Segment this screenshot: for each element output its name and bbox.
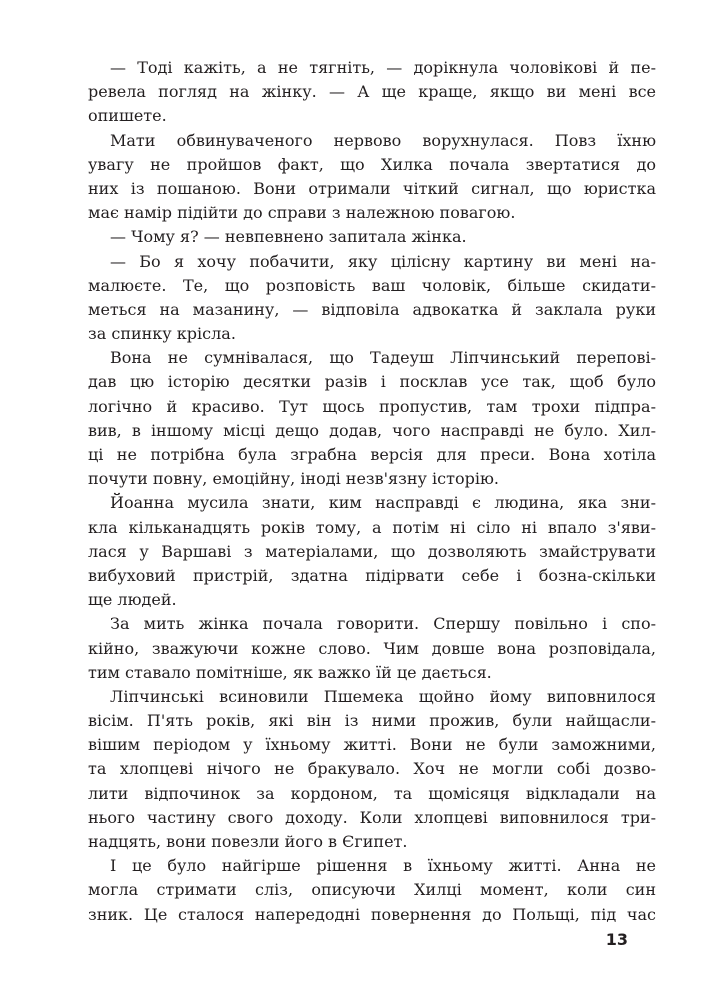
text-line: вішим періодом у їхньому житті. Вони не були заможними, <box>88 735 656 755</box>
page-number: 13 <box>605 930 628 949</box>
text-line: меться на мазанину, — відповіла адвокатка й заклала руки <box>88 299 656 319</box>
paragraph <box>88 250 656 347</box>
text-line: увагу не пройшов факт, що Хилка почала звертатися до <box>88 154 656 174</box>
text-line: І це було найгірше рішення в їхньому житті. Анна не <box>110 856 656 876</box>
text-line: кійно, зважуючи кожне слово. Чим довше вона розповідала, <box>88 638 656 658</box>
text-line: ці не потрібна була зграбна версія для преси. Вона хотіла <box>88 445 656 464</box>
text-line: лася у Варшаві з матеріалами, що дозволяють змайструвати <box>88 541 656 561</box>
text-line: — Тоді кажіть, а не тягніть, — дорікнула чоловікові й пе- <box>110 58 656 77</box>
text-line: тим ставало помітніше, як важко їй це дається. <box>88 662 492 682</box>
text-line: — Бо я хочу побачити, яку цілісну картину ви мені на- <box>110 251 656 271</box>
text-line: нього частину свого доходу. Коли хлопцеві виповнилося три- <box>88 807 656 827</box>
paragraph <box>88 346 656 491</box>
text-line: Вона не сумнівалася, що Тадеуш Ліпчинський перепові- <box>110 348 656 368</box>
text-line: зник. Це сталося напередодні повернення до Польщі, під час <box>88 904 656 924</box>
text-line: вив, в іншому місці дещо додав, чого насправді не було. Хил- <box>88 420 656 440</box>
text-line: кла кільканадцять років тому, а потім ні сіло ні впало з'яви- <box>88 517 656 537</box>
text-line: За мить жінка почала говорити. Спершу повільно і спо- <box>110 614 656 634</box>
text-line: малюєте. Те, що розповість ваш чоловік, більше скидати- <box>88 275 656 295</box>
paragraph <box>88 685 656 854</box>
body-text <box>88 56 656 927</box>
text-line: та хлопцеві нічого не бракувало. Хоч не могли собі дозво- <box>88 759 656 779</box>
paragraph <box>88 56 656 129</box>
text-line: надцять, вони повезли його в Єгипет. <box>88 832 408 851</box>
text-line: почути повну, емоційну, іноді незв'язну історію. <box>88 469 499 489</box>
text-line: Йоанна мусила знати, ким насправді є людина, яка зни- <box>110 493 656 513</box>
text-line: них із пошаною. Вони отримали чіткий сигнал, що юристка <box>88 178 656 198</box>
text-line: — Чому я? — невпевнено запитала жінка. <box>110 227 467 247</box>
paragraph <box>88 225 656 249</box>
paragraph <box>88 129 656 226</box>
paragraph <box>88 612 656 685</box>
text-line: Мати обвинуваченого нервово ворухнулася. Повз їхню <box>110 130 656 150</box>
text-line: ще людей. <box>88 590 177 610</box>
text-line: ревела погляд на жінку. — А ще краще, якщо ви мені все <box>88 82 656 102</box>
text-line: має намір підійти до справи з належною повагою. <box>88 203 516 223</box>
paragraph <box>88 854 656 927</box>
text-line: лити відпочинок за кордоном, та щомісяця відкладали на <box>88 783 656 803</box>
text-line: за спинку крісла. <box>88 324 236 344</box>
text-line: опишете. <box>88 106 167 126</box>
text-line: вибуховий пристрій, здатна підірвати себе і бозна-скільки <box>88 565 656 585</box>
text-line: логічно й красиво. Тут щось пропустив, там трохи підпра- <box>88 396 656 416</box>
text-line: дав цю історію десятки разів і посклав усе так, щоб було <box>88 372 656 392</box>
text-line: могла стримати сліз, описуючи Хилці момент, коли син <box>88 880 656 900</box>
paragraph <box>88 491 656 612</box>
text-line: Ліпчинські всиновили Пшемека щойно йому виповнилося <box>110 686 656 706</box>
text-line: вісім. П'ять років, які він із ними прожив, були найщасли- <box>88 711 656 731</box>
